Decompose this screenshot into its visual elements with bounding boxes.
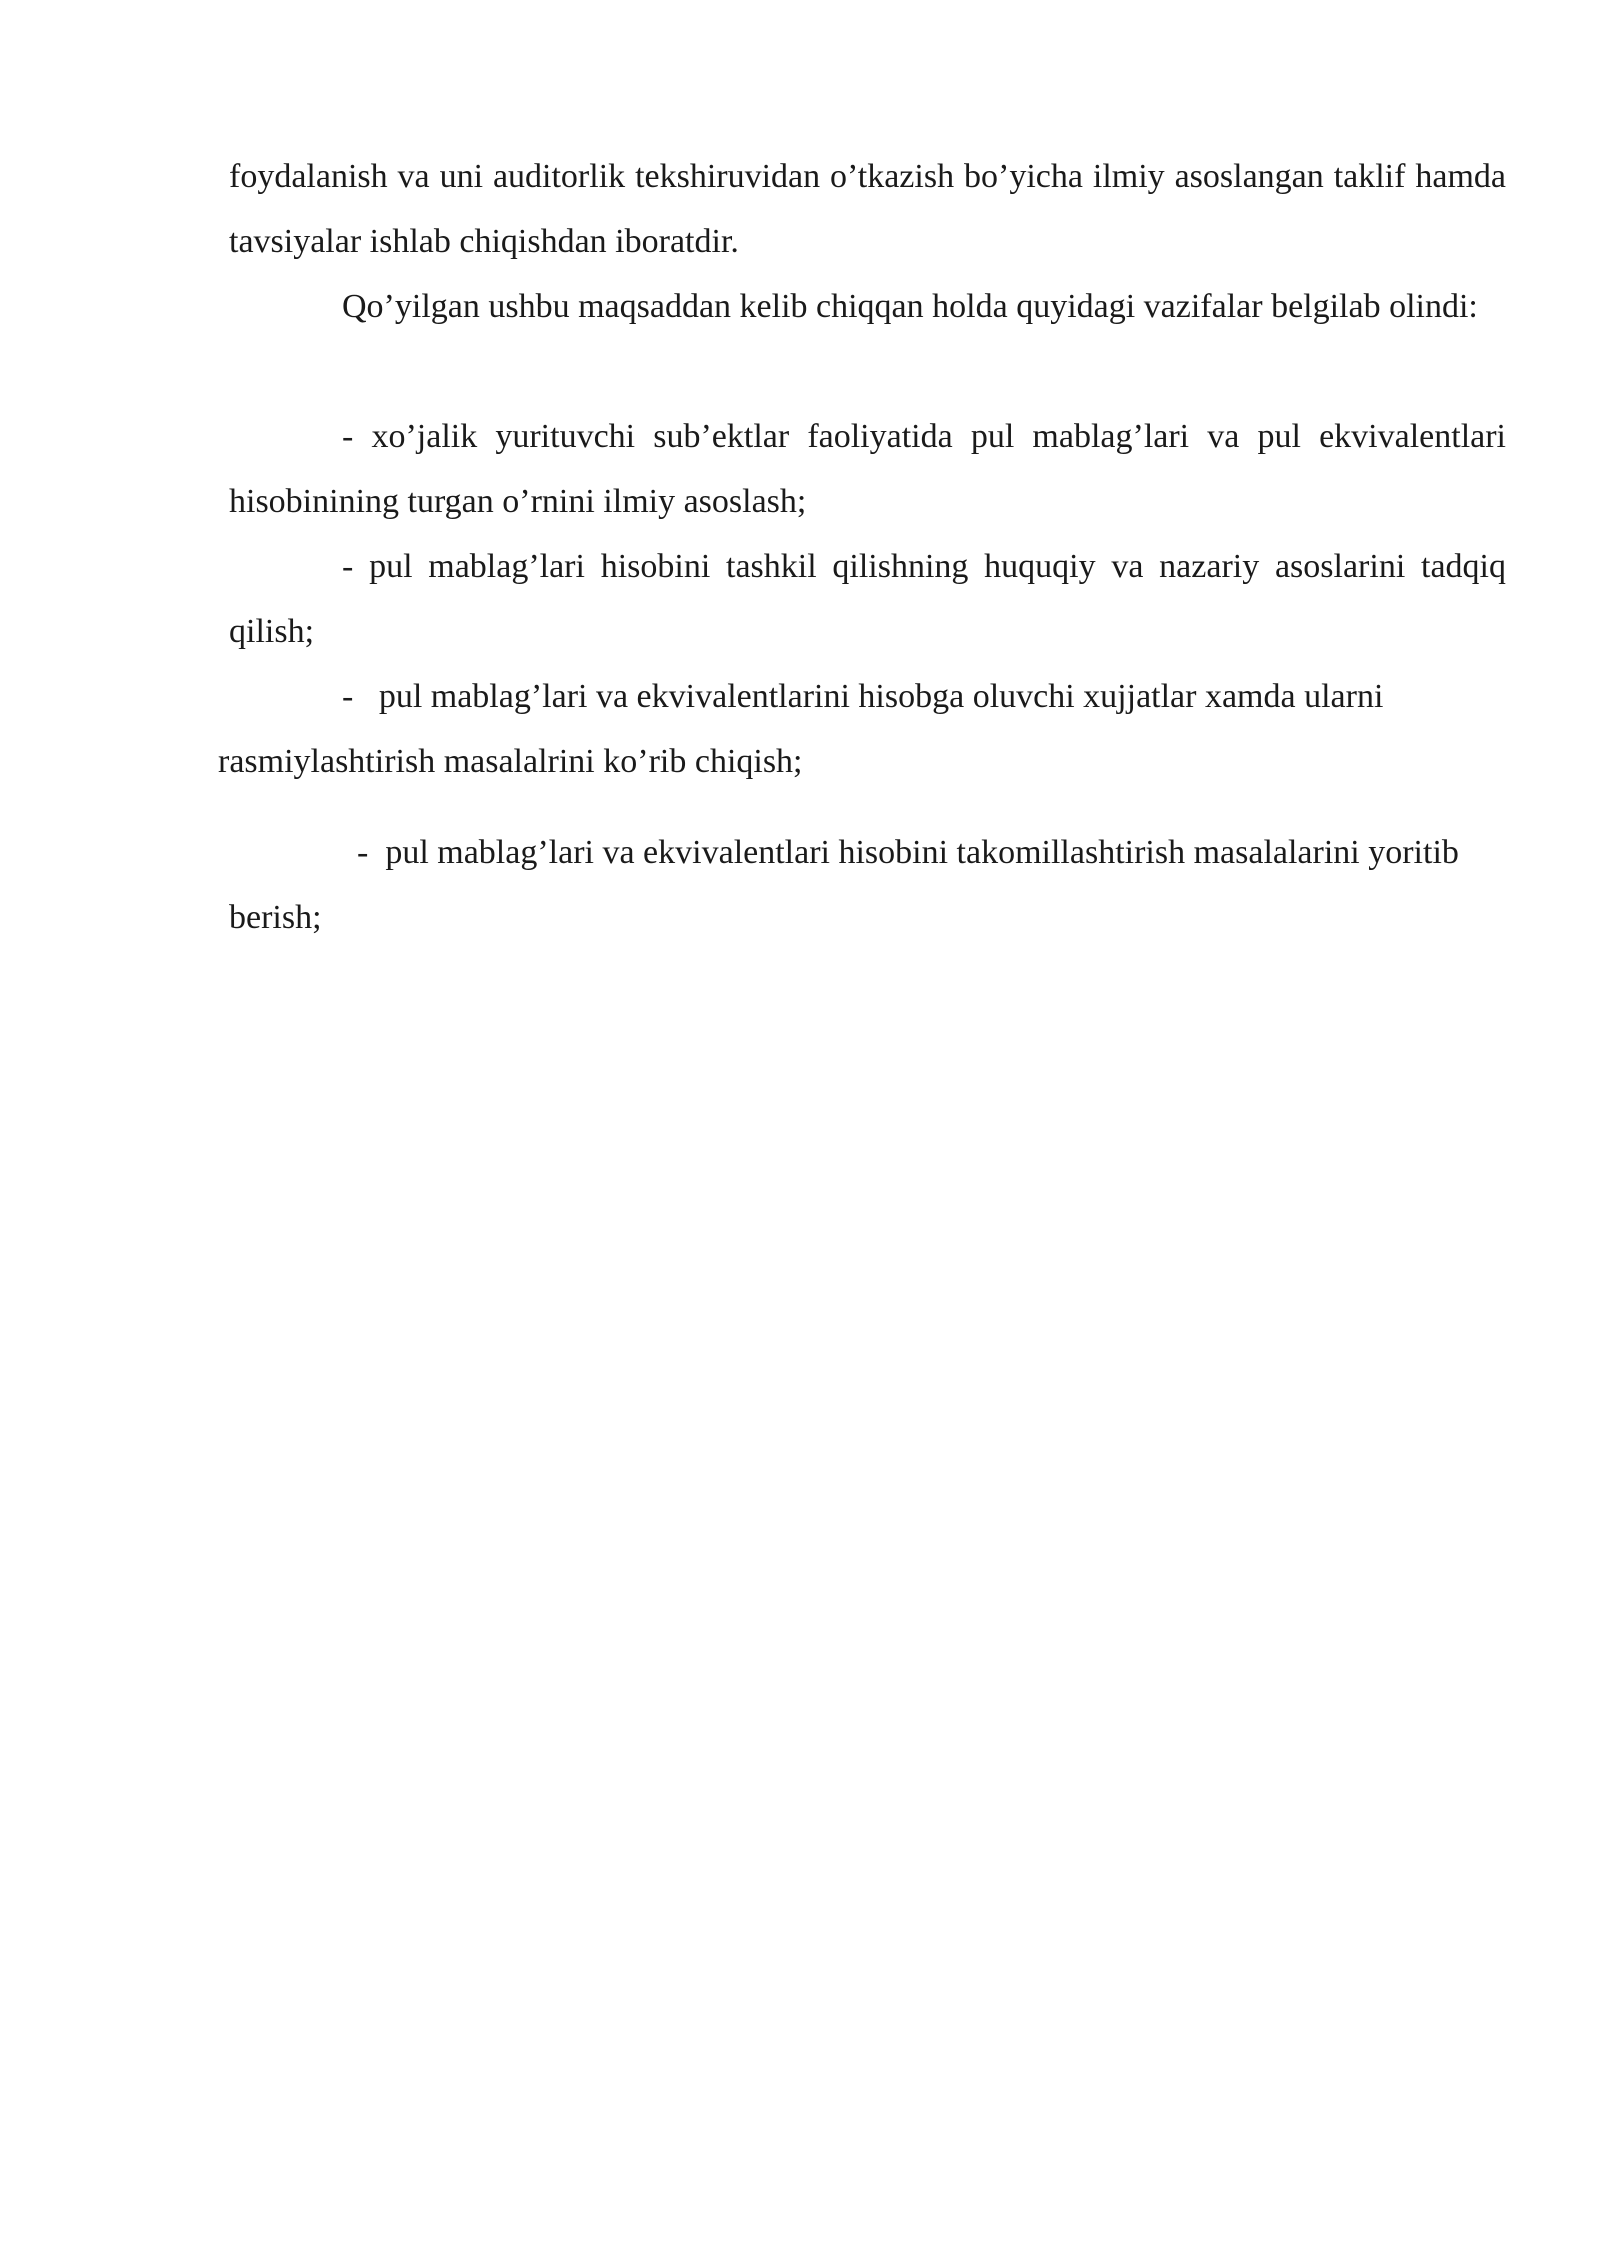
list-item-task-1: - xo’jalik yurituvchi sub’ektlar faoliyatida pul mablag’lari va pul ekvivalentlari hisobinining turgan o’rnini ilmiy asoslash;: [229, 418, 1506, 520]
list-item-task-4: - pul mablag’lari va ekvivalentlari hisobini takomillashtirish masalalarini yoritib berish;: [229, 834, 1468, 936]
list-item-task-2: - pul mablag’lari hisobini tashkil qilishning huquqiy va nazariy asoslarini tadqiq qilish;: [229, 548, 1506, 650]
paragraph-tasks-intro: Qo’yilgan ushbu maqsaddan kelib chiqqan holda quyidagi vazifalar belgilab olindi:: [342, 288, 1478, 325]
paragraph-purpose-continuation: foydalanish va uni auditorlik tekshiruvidan o’tkazish bo’yicha ilmiy asoslangan taklif hamda tavsiyalar ishlab chiqishdan iboratdir.: [229, 158, 1506, 260]
list-item-task-3: - pul mablag’lari va ekvivalentlarini hisobga oluvchi xujjatlar xamda ularni rasmiylashtirish masalalrini ko’rib chiqish;: [218, 678, 1392, 780]
